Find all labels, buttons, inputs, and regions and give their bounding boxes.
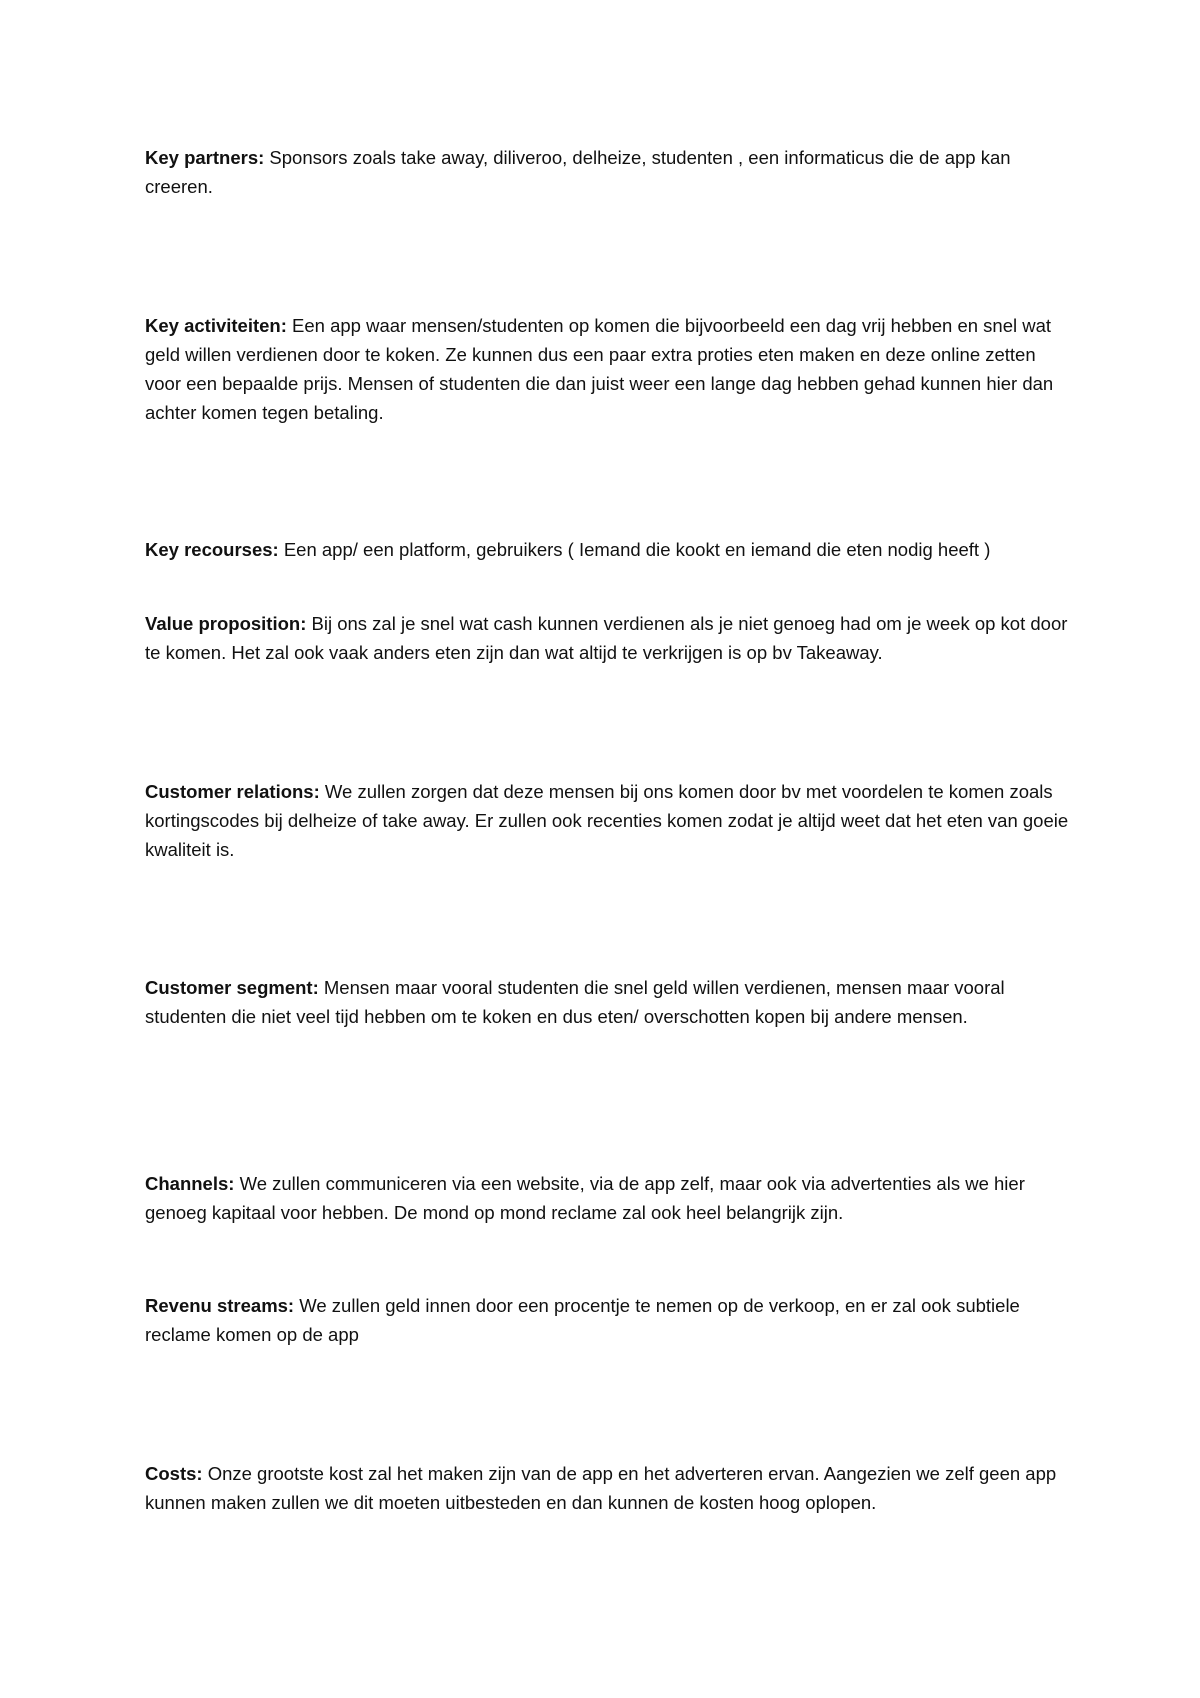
section-text: We zullen communiceren via een website, via de app zelf, maar ook via advertenties als we hier genoeg kapitaal voor hebben. De mond op mond reclame zal ook heel belangrijk zijn. bbox=[145, 1173, 1025, 1223]
section-label: Channels: bbox=[145, 1173, 235, 1194]
section-key-recourses bbox=[145, 535, 1075, 564]
section-customer-relations bbox=[145, 777, 1075, 864]
section-label: Customer segment: bbox=[145, 977, 319, 998]
section-text: Sponsors zoals take away, diliveroo, delheize, studenten , een informaticus die de app kan creeren. bbox=[145, 147, 1011, 197]
section-label: Key activiteiten: bbox=[145, 315, 287, 336]
section-text: Onze grootste kost zal het maken zijn van de app en het adverteren ervan. Aangezien we zelf geen app kunnen maken zullen we dit moeten uitbesteden en dan kunnen de kosten hoog oplopen. bbox=[145, 1463, 1057, 1513]
section-label: Key recourses: bbox=[145, 539, 279, 560]
section-text: Een app/ een platform, gebruikers ( Iemand die kookt en iemand die eten nodig heeft ) bbox=[278, 539, 991, 560]
section-text: Een app waar mensen/studenten op komen die bijvoorbeeld een dag vrij hebben en snel wat geld willen verdienen door te koken. Ze kunnen dus een paar extra proties eten maken en deze online zetten voor een bepaalde prijs. Mensen of studenten die dan juist weer een lange dag hebben gehad kunnen hier dan achter komen tegen betaling. bbox=[145, 315, 1054, 423]
section-costs bbox=[145, 1459, 1075, 1517]
section-key-activiteiten bbox=[145, 311, 1075, 427]
section-key-partners bbox=[145, 143, 1075, 201]
section-revenu-streams bbox=[145, 1291, 1075, 1349]
section-text: Bij ons zal je snel wat cash kunnen verdienen als je niet genoeg had om je week op kot door te komen. Het zal ook vaak anders eten zijn dan wat altijd te verkrijgen is op bv Takeaway. bbox=[145, 613, 1068, 663]
section-text: We zullen geld innen door een procentje te nemen op de verkoop, en er zal ook subtiele reclame komen op de app bbox=[145, 1295, 1020, 1345]
section-label: Costs: bbox=[145, 1463, 203, 1484]
section-label: Value proposition: bbox=[145, 613, 307, 634]
section-value-proposition bbox=[145, 609, 1075, 667]
section-label: Revenu streams: bbox=[145, 1295, 295, 1316]
section-text: We zullen zorgen dat deze mensen bij ons komen door bv met voordelen te komen zoals kortingscodes bij delheize of take away. Er zullen ook recenties komen zodat je altijd weet dat het eten van goeie kwaliteit is. bbox=[145, 781, 1069, 860]
section-label: Customer relations: bbox=[145, 781, 320, 802]
section-text: Mensen maar vooral studenten die snel geld willen verdienen, mensen maar vooral studenten die niet veel tijd hebben om te koken en dus eten/ overschotten kopen bij andere mensen. bbox=[145, 977, 1005, 1027]
section-customer-segment bbox=[145, 973, 1075, 1031]
section-label: Key partners: bbox=[145, 147, 265, 168]
section-channels bbox=[145, 1169, 1075, 1227]
